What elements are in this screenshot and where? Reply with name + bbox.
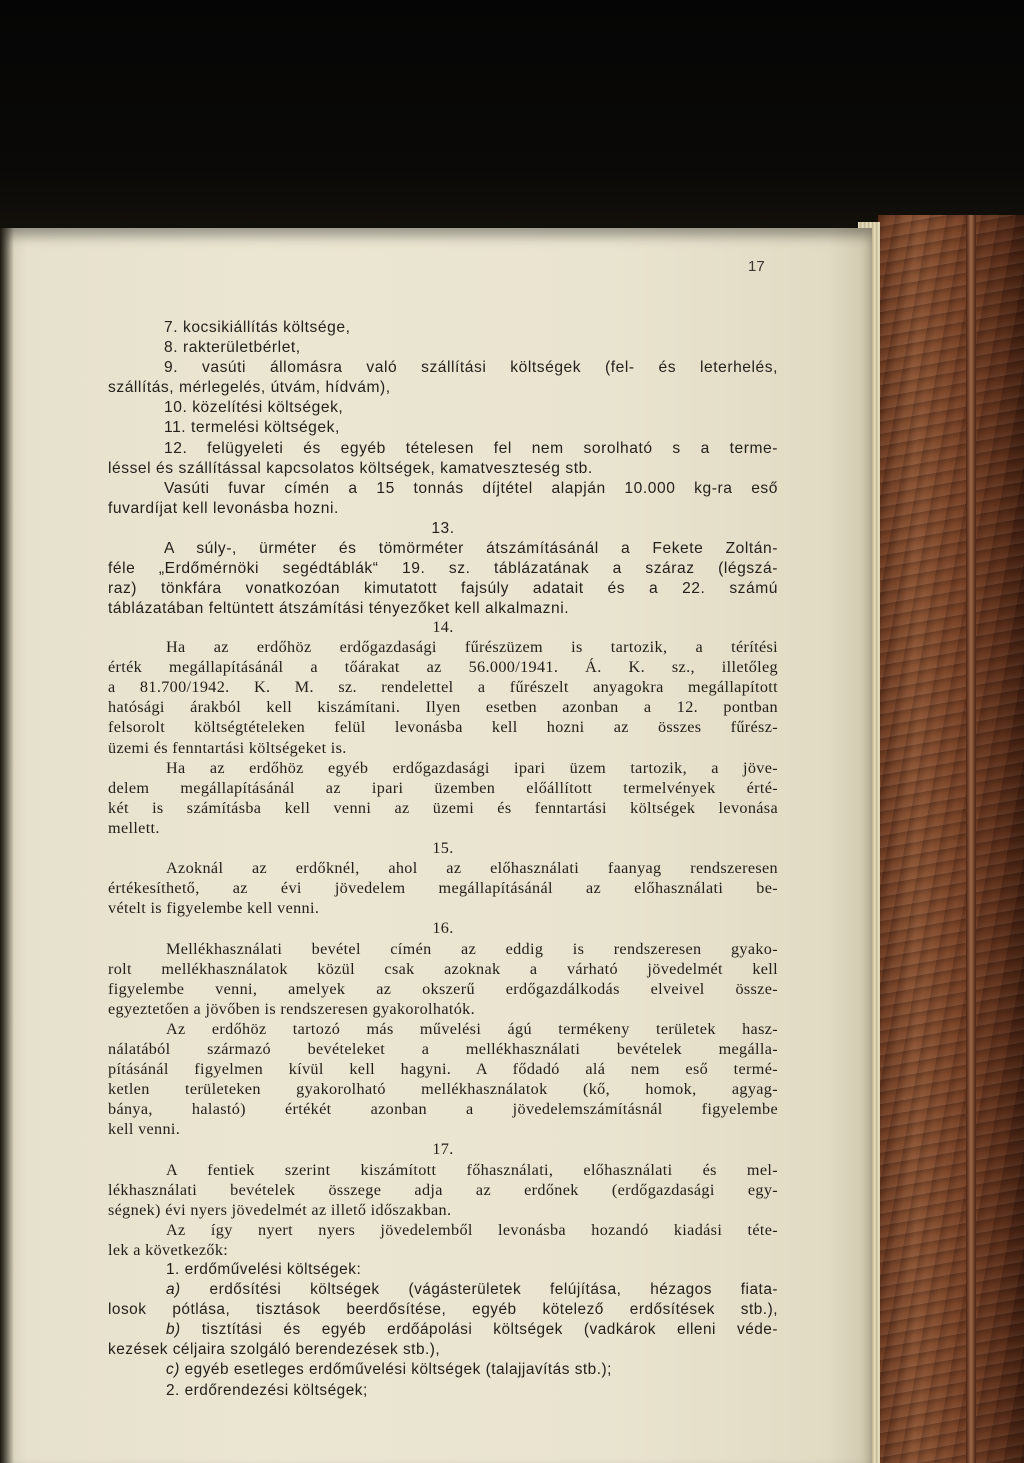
text-line: ketlen területeken gyakorolható mellékhasználatok (kő, homok, agyag-	[108, 1080, 778, 1099]
section-heading: 17.	[432, 1140, 454, 1159]
text-line: Az így nyert nyers jövedelemből levonásba hozandó kiadási téte-	[166, 1220, 778, 1239]
text-line: felsorolt költségtételeken felül levonásba kell hozni az összes fűrész-	[108, 718, 778, 737]
dark-background	[0, 0, 1024, 240]
text-line: raz) tönkfára vonatkozóan kimutatott fajsúly adatait és a 22. számú	[108, 580, 778, 598]
page-number: 17	[748, 258, 765, 275]
text-line: féle „Erdőmérnöki segédtáblák“ 19. sz. táblázatának a száraz (légszá-	[108, 560, 778, 578]
text-line: érték megállapításánál a tőárakat az 56.000/1941. Á. K. sz., illetőleg	[108, 658, 778, 677]
text-line: A súly-, ürméter és tömörméter átszámításánál a Fekete Zoltán-	[164, 540, 778, 558]
text-line: Az erdőhöz tartozó más művelési ágú termékeny területek hasz-	[166, 1019, 778, 1038]
text-line	[108, 1320, 778, 1340]
list-text: erdősítési költségek (vágásterületek felújítása, hézagos fiata-	[180, 1281, 778, 1299]
text-line: szállítás, mérlegelés, útvám, hídvám),	[108, 379, 391, 397]
list-marker: a)	[166, 1281, 181, 1299]
text-line: mellett.	[108, 818, 160, 837]
text-line: lékhasználati bevételek összege adja az erdőnek (erdőgazdasági egy-	[108, 1180, 778, 1199]
text-line: hatósági árakból kell kiszámítani. Ilyen esetben azonban a 12. pontban	[108, 698, 778, 717]
text-line: táblázatában feltüntett átszámítási tényezőket kell alkalmazni.	[108, 600, 570, 618]
text-line: értékesíthető, az évi jövedelem megállapításánál az előhasználati be-	[108, 879, 778, 898]
text-line: 9. vasúti állomásra való szállítási költségek (fel- és leterhelés,	[164, 359, 778, 377]
page-gutter-shadow	[0, 228, 14, 1463]
text-line: ségnek) évi nyers jövedelmét az illető időszakban.	[108, 1200, 452, 1219]
text-line: két is számításba kell venni az üzemi és fenntartási költségek levonása	[108, 798, 778, 817]
text-line: 8. rakterületbérlet,	[164, 339, 301, 357]
text-line: Mellékhasználati bevétel címén az eddig is rendszeresen gyako-	[166, 939, 778, 958]
text-line: A fentiek szerint kiszámított főhasználati, előhasználati és mel-	[166, 1160, 778, 1179]
book-cover-edge	[966, 215, 976, 1463]
section-heading: 16.	[432, 919, 454, 938]
text-line: egyeztetően a jövőben is rendszeresen gyakorolhatók.	[108, 999, 475, 1018]
text-line: a 81.700/1942. K. M. sz. rendelettel a fűrészelt anyagokra megállapított	[108, 678, 778, 697]
text-line: üzemi és fenntartási költségeket is.	[108, 738, 347, 757]
text-line: rolt mellékhasználatok közül csak azoknak a várható jövedelmét kell	[108, 959, 778, 978]
text-line: bánya, halastó) értékét azonban a jövedelemszámításnál figyelembe	[108, 1100, 778, 1119]
text-line: nálatából származó bevételeket a mellékhasználati bevételek megálla-	[108, 1039, 778, 1058]
text-line	[108, 1280, 778, 1300]
text-line: vételt is figyelembe kell venni.	[108, 899, 320, 918]
text-line	[108, 1360, 778, 1380]
text-line: 12. felügyeleti és egyéb tételesen fel nem sorolható s a terme-	[164, 439, 778, 457]
text-block-upper	[108, 318, 778, 619]
text-line: delem megállapításánál az ipari üzemben előállított termelvények érté-	[108, 778, 778, 797]
text-line: 2. erdőrendezési költségek;	[166, 1381, 368, 1399]
text-line: kell venni.	[108, 1120, 181, 1139]
text-line: Azoknál az erdőknél, ahol az előhasználati faanyag rendszeresen	[166, 859, 778, 878]
list-marker: b)	[166, 1321, 181, 1339]
text-line: kezések céljaira szolgáló berendezések stb.),	[108, 1341, 441, 1359]
text-line: 1. erdőművelési költségek:	[166, 1261, 362, 1278]
text-line: figyelembe venni, amelyek az okszerű erdőgazdálkodás elveivel össze-	[108, 979, 778, 998]
text-block-lower	[108, 617, 778, 1401]
text-line: léssel és szállítással kapcsolatos költségek, kamatveszteség stb.	[108, 459, 593, 477]
list-marker: c)	[166, 1361, 180, 1379]
section-heading: 14.	[432, 618, 454, 636]
book-cover	[878, 215, 1024, 1463]
text-line: 11. termelési költségek,	[164, 419, 340, 437]
text-line: pításánál figyelmen kívül kell hagyni. A fődadó alá nem eső termé-	[108, 1060, 778, 1079]
text-line: Ha az erdőhöz egyéb erdőgazdasági ipari üzem tartozik, a jöve-	[166, 758, 778, 777]
text-line: 7. kocsikiállítás költsége,	[164, 319, 351, 336]
text-line: lek a következők:	[108, 1240, 229, 1259]
list-text: egyéb esetleges erdőművelési költségek (talajjavítás stb.);	[179, 1361, 612, 1379]
text-line: fuvardíjat kell levonásba hozni.	[108, 499, 339, 517]
list-text: tisztítási és egyéb erdőápolási költségek (vadkárok elleni véde-	[180, 1321, 778, 1339]
text-line: losok pótlása, tisztások beerdősítése, egyéb kötelező erdősítések stb.),	[108, 1301, 778, 1319]
section-heading: 15.	[432, 839, 454, 858]
text-line: Ha az erdőhöz erdőgazdasági fűrészüzem is tartozik, a térítési	[166, 638, 778, 657]
section-heading: 13.	[431, 519, 455, 537]
text-line: 10. közelítési költségek,	[164, 399, 344, 417]
text-line: Vasúti fuvar címén a 15 tonnás díjtétel alapján 10.000 kg-ra eső	[164, 479, 778, 497]
